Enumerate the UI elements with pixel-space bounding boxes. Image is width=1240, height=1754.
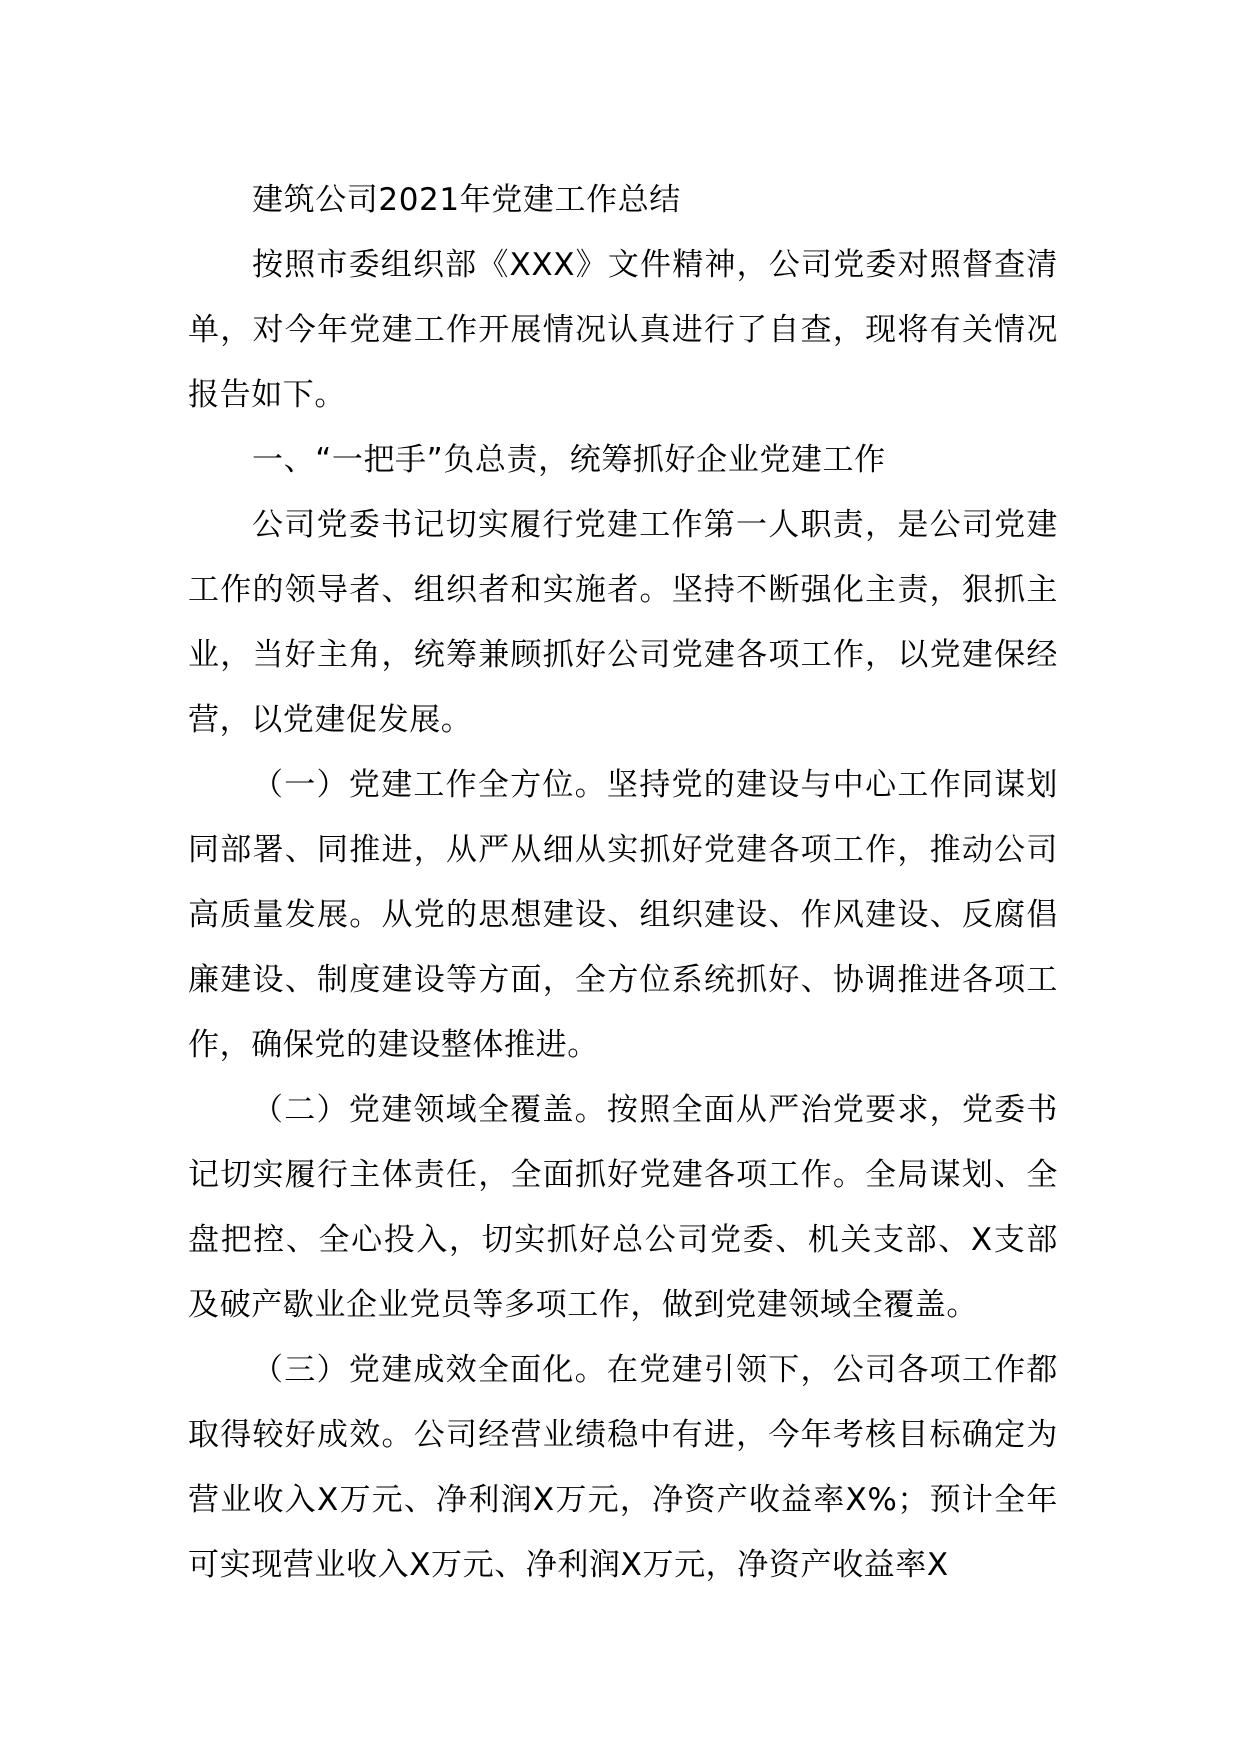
document-body [188, 168, 1058, 1598]
document-title: 建筑公司2021年党建工作总结 [252, 182, 681, 218]
paragraph-item-1: （一）党建工作全方位。坚持党的建设与中心工作同谋划同部署、同推进，从严从细从实抓好党建各项工作，推动公司高质量发展。从党的思想建设、组织建设、作风建设、反腐倡廉建设、制度建设等方面，全方位系统抓好、协调推进各项工作，确保党的建设整体推进。 [188, 767, 1058, 1063]
paragraph-item-3: （三）党建成效全面化。在党建引领下，公司各项工作都取得较好成效。公司经营业绩稳中有进，今年考核目标确定为营业收入X万元、净利润X万元，净资产收益率X%；预计全年可实现营业收入X万元、净利润X万元，净资产收益率X [188, 1352, 1058, 1583]
paragraph-section-1: 公司党委书记切实履行党建工作第一人职责，是公司党建工作的领导者、组织者和实施者。坚持不断强化主责，狠抓主业，当好主角，统筹兼顾抓好公司党建各项工作，以党建保经营，以党建促发展。 [188, 507, 1058, 738]
paragraph-intro: 按照市委组织部《XXX》文件精神，公司党委对照督查清单，对今年党建工作开展情况认真进行了自查，现将有关情况报告如下。 [188, 247, 1058, 413]
section-heading-1: 一、“一把手”负总责，统筹抓好企业党建工作 [252, 442, 886, 478]
paragraph-item-2: （二）党建领域全覆盖。按照全面从严治党要求，党委书记切实履行主体责任，全面抓好党建各项工作。全局谋划、全盘把控、全心投入，切实抓好总公司党委、机关支部、X支部及破产歇业企业党员等多项工作，做到党建领域全覆盖。 [188, 1092, 1058, 1323]
